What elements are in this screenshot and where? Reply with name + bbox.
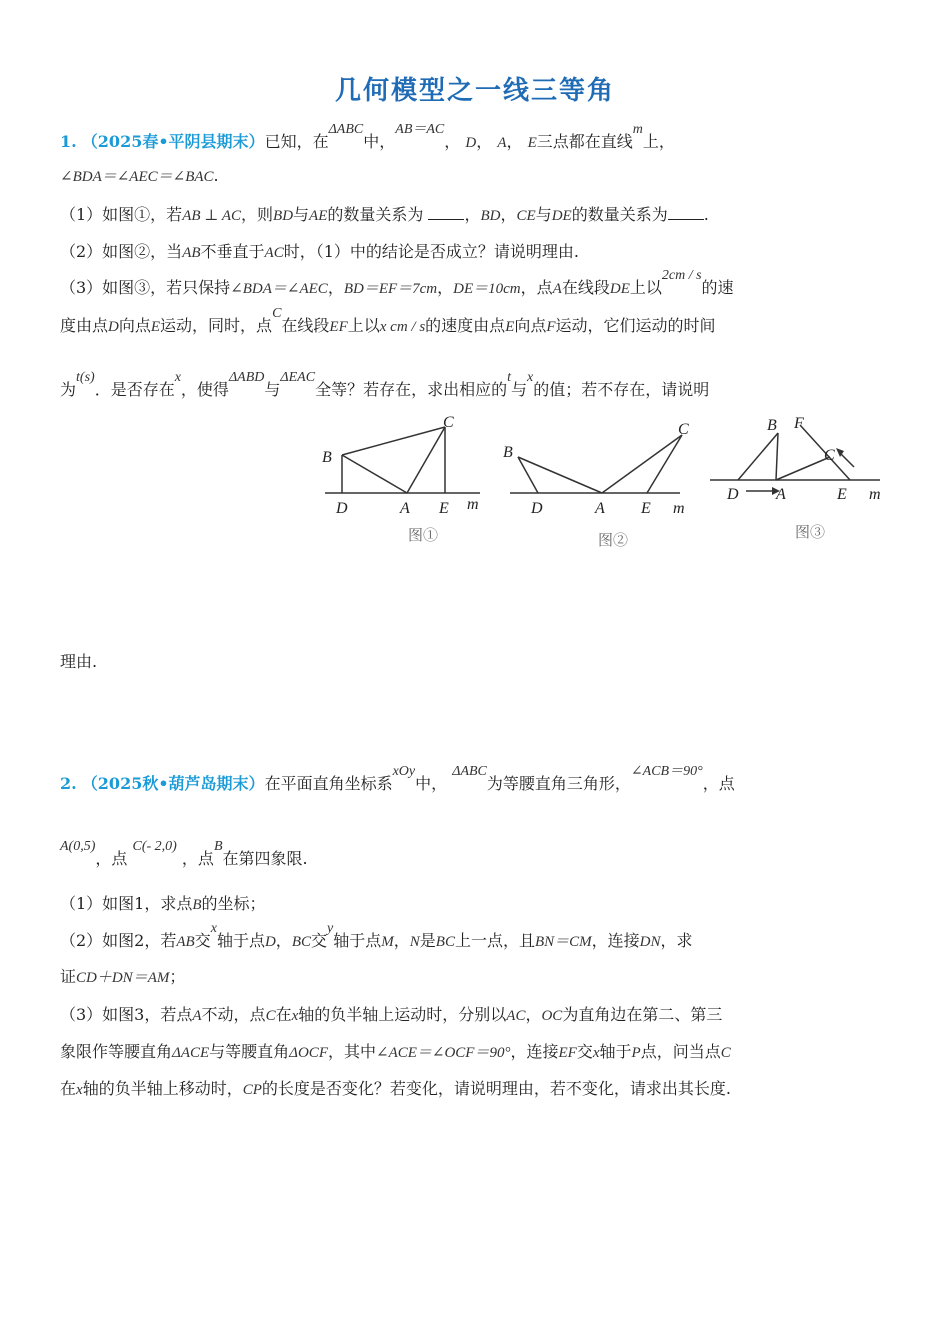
q2-line-2: A(0,5)，点 C(- 2,0) ，点B在第四象限.	[60, 839, 308, 868]
fig2-label-m: m	[673, 500, 685, 517]
q2-part-3-line-3: 在x轴的负半轴上移动时，CP的长度是否变化？若变化，请说明理由，若不变化，请求出其长度.	[60, 1079, 731, 1098]
q1-line-1: 1. （2025春•平阴县期末）已知，在ΔABC中，AB＝AC， D， A， E三点都在直线m上，	[60, 122, 675, 151]
fig3-segment-ac	[776, 457, 830, 480]
fig2-label-d: D	[531, 500, 543, 517]
fig1-caption: 图①	[408, 528, 439, 544]
q1-part-2: （2）如图②，当AB不垂直于AC时，（1）中的结论是否成立？请说明理由.	[60, 242, 579, 261]
fig3-label-f: F	[794, 415, 804, 432]
q1-part-3-line-2: 度由点D向点E运动，同时，点C在线段EF上以x cm / s的速度由点E向点F运动，它们运动的时间	[60, 306, 716, 335]
fig2-label-e: E	[641, 500, 651, 517]
fig1-segment-ba	[342, 455, 407, 493]
fig1-label-b: B	[322, 449, 332, 466]
fig3-label-d: D	[727, 486, 739, 503]
q1-part-3-line-3: 为t(s)．是否存在x，使得ΔABD与ΔEAC全等？若存在，求出相应的t与x的值；若不存在，请说明	[60, 370, 710, 399]
q1-source: （2025春•平阴县期末）	[81, 132, 265, 151]
fig1-label-e: E	[439, 500, 449, 517]
fig2-label-c: C	[678, 421, 689, 438]
q1-part-1: （1）如图①，若AB ⊥ AC，则BD与AE的数量关系为 ，BD，CE与DE的数量关系为 .	[60, 205, 709, 224]
q2-part-2-line-2: 证CD＋DN＝AM；	[60, 967, 186, 986]
page-title: 几何模型之一线三等角	[334, 76, 615, 106]
q2-part-3-line-1: （3）如图3，若点A不动，点C在x轴的负半轴上运动时，分别以AC，OC为直角边在第二、第三	[60, 1005, 723, 1024]
q2-number: 2.	[60, 774, 77, 793]
fig1-label-d: D	[336, 500, 348, 517]
q1-line-2: ∠BDA＝∠AEC＝∠BAC.	[60, 166, 219, 185]
figure-3	[710, 425, 880, 491]
fig2-segment-ce	[647, 435, 682, 493]
fig2-label-a: A	[595, 500, 605, 517]
fig3-caption: 图③	[795, 525, 826, 541]
fig3-segment-bd	[738, 433, 778, 480]
answer-blank-2[interactable]	[668, 205, 704, 220]
fig2-label-b: B	[503, 444, 513, 461]
fig3-label-a: A	[776, 486, 786, 503]
q2-part-2-line-1: （2）如图2，若AB交x轴于点D，BC交y轴于点M，N是BC上一点，且BN＝CM，连接DN，求	[60, 921, 693, 950]
fig1-segment-bc	[342, 427, 445, 455]
q1-part-3-line-1: （3）如图③，若只保持∠BDA＝∠AEC，BD＝EF＝7cm，DE＝10cm，点A在线段DE上以2cm / s的速	[60, 268, 734, 297]
fig2-segment-bd	[518, 457, 538, 493]
fig3-label-e: E	[837, 486, 847, 503]
fig1-label-m: m	[467, 496, 479, 513]
fig3-segment-ba	[776, 433, 778, 480]
fig1-label-c: C	[443, 414, 454, 431]
q2-part-3-line-2: 象限作等腰直角ΔACE与等腰直角ΔOCF，其中∠ACE＝∠OCF＝90°，连接EF交x轴于P点，问当点C	[60, 1042, 731, 1061]
q1-angles: ∠BDA＝∠AEC＝∠BAC	[60, 169, 214, 185]
fig3-arrow-ec	[840, 453, 854, 467]
fig2-caption: 图②	[598, 533, 629, 549]
figure-1	[325, 427, 480, 493]
fig2-segment-ba	[518, 457, 602, 493]
q1-number: 1.	[60, 132, 77, 151]
fig3-label-b: B	[767, 417, 777, 434]
figures	[310, 405, 900, 555]
answer-blank-1[interactable]	[428, 205, 464, 220]
q2-part-1: （1）如图1，求点B的坐标；	[60, 894, 266, 913]
fig1-segment-ac	[407, 427, 445, 493]
fig3-label-c: C	[824, 447, 835, 464]
fig1-label-a: A	[400, 500, 410, 517]
fig2-segment-ac	[602, 435, 682, 493]
figure-2	[510, 435, 682, 493]
q1-part-3-line-4: 理由.	[60, 652, 98, 671]
q2-line-1: 2. （2025秋•葫芦岛期末）在平面直角坐标系xOy中， ΔABC为等腰直角三角形，∠ACB＝90°，点	[60, 764, 735, 793]
q2-source: （2025秋•葫芦岛期末）	[81, 774, 265, 793]
fig3-label-m: m	[869, 486, 881, 503]
